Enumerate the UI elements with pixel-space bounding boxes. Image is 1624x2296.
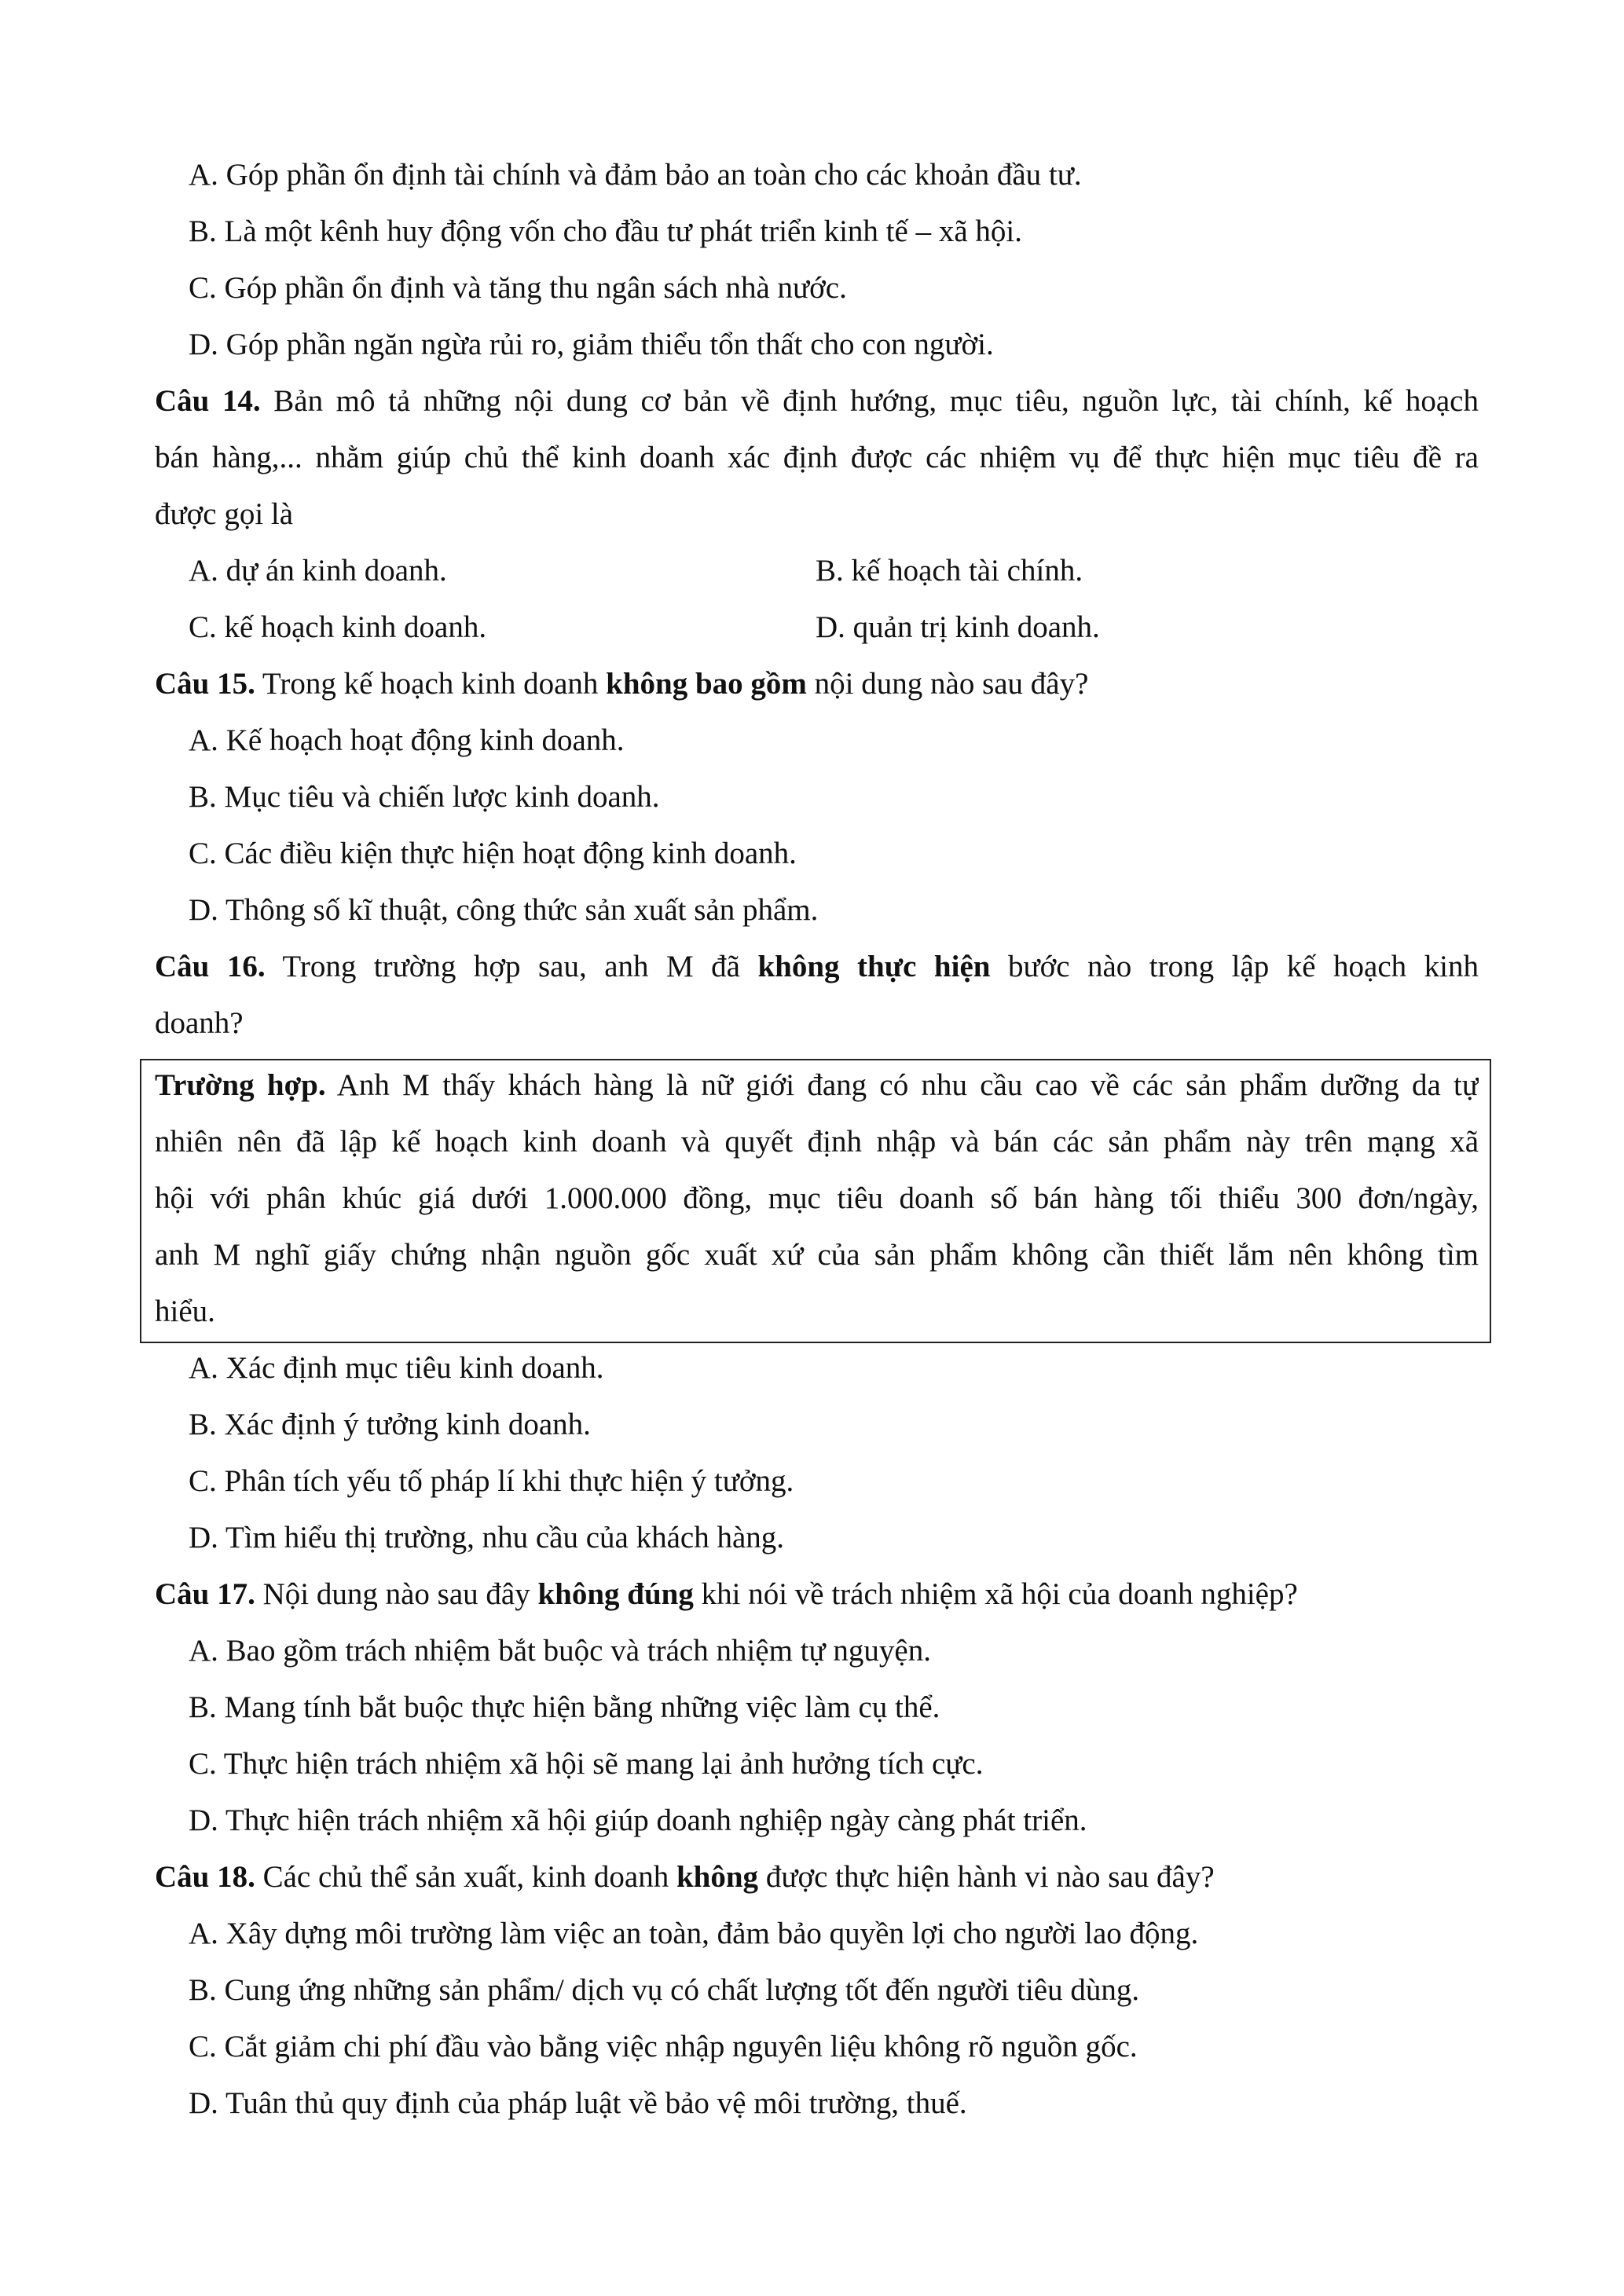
q17-stem xyxy=(155,1566,1479,1623)
q18-number: Câu 18. xyxy=(155,1860,255,1894)
case-line5: hiểu. xyxy=(155,1294,215,1328)
q18-option-d: D. Tuân thủ quy định của pháp luật về bảo vệ môi trường, thuế. xyxy=(189,2086,967,2120)
q15-option-d: D. Thông số kĩ thuật, công thức sản xuất sản phẩm. xyxy=(189,893,819,927)
q17-option-d: D. Thực hiện trách nhiệm xã hội giúp doanh nghiệp ngày càng phát triển. xyxy=(189,1803,1087,1837)
q18-emphasis: không xyxy=(676,1860,759,1894)
q13-option-c: C. Góp phần ổn định và tăng thu ngân sách nhà nước. xyxy=(189,271,847,305)
q13-option-b: B. Là một kênh huy động vốn cho đầu tư phát triển kinh tế – xã hội. xyxy=(189,214,1022,248)
q14-option-c: C. kế hoạch kinh doanh. xyxy=(189,610,487,644)
q18-option-a: A. Xây dựng môi trường làm việc an toàn, đảm bảo quyền lợi cho người lao động. xyxy=(189,1917,1199,1950)
q14-text1: Bản mô tả những nội dung cơ bản về định hướng, mục tiêu, nguồn lực, tài chính, kế hoạch xyxy=(260,384,1479,418)
q14-number: Câu 14. xyxy=(155,384,261,418)
q16-pre: Trong trường hợp sau, anh M đã xyxy=(265,950,758,983)
q16-option-c: C. Phân tích yếu tố pháp lí khi thực hiện ý tưởng. xyxy=(189,1464,794,1498)
q15-post: nội dung nào sau đây? xyxy=(806,667,1089,701)
q15-number: Câu 15. xyxy=(155,667,255,701)
case-text1: Anh M thấy khách hàng là nữ giới đang có nhu cầu cao về các sản phẩm dưỡng da tự xyxy=(325,1068,1479,1102)
q18-post: được thực hiện hành vi nào sau đây? xyxy=(758,1860,1215,1894)
case-line2: nhiên nên đã lập kế hoạch kinh doanh và quyết định nhập và bán các sản phẩm này trên mạng xã xyxy=(155,1125,1479,1159)
q15-option-b: B. Mục tiêu và chiến lược kinh doanh. xyxy=(189,780,660,814)
q16-option-b: B. Xác định ý tưởng kinh doanh. xyxy=(189,1408,591,1441)
case-line3: hội với phân khúc giá dưới 1.000.000 đồng, mục tiêu doanh số bán hàng tối thiểu 300 đơn/ngày, xyxy=(155,1181,1479,1215)
q15-emphasis: không bao gồm xyxy=(606,667,807,701)
q14-option-d: D. quản trị kinh doanh. xyxy=(816,610,1100,644)
q18-option-c: C. Cắt giảm chi phí đầu vào bằng việc nhập nguyên liệu không rõ nguồn gốc. xyxy=(189,2030,1138,2063)
case-line4: anh M nghĩ giấy chứng nhận nguồn gốc xuất xứ của sản phẩm không cần thiết lắm nên không tìm xyxy=(155,1238,1479,1272)
q18-option-b: B. Cung ứng những sản phẩm/ dịch vụ có chất lượng tốt đến người tiêu dùng. xyxy=(189,1973,1140,2007)
q17-pre: Nội dung nào sau đây xyxy=(255,1577,538,1611)
q16-stem-line2: doanh? xyxy=(155,1006,244,1040)
q15-option-c: C. Các điều kiện thực hiện hoạt động kinh doanh. xyxy=(189,837,797,870)
q18-pre: Các chủ thể sản xuất, kinh doanh xyxy=(255,1860,676,1894)
q15-option-a: A. Kế hoạch hoạt động kinh doanh. xyxy=(189,723,625,757)
q16-number: Câu 16. xyxy=(155,950,266,983)
q16-stem-line1 xyxy=(155,939,1479,995)
q18-stem xyxy=(155,1849,1479,1906)
q17-post: khi nói về trách nhiệm xã hội của doanh nghiệp? xyxy=(693,1577,1298,1611)
case-label: Trường hợp. xyxy=(155,1068,326,1102)
q14-option-b: B. kế hoạch tài chính. xyxy=(816,554,1083,588)
q16-option-d: D. Tìm hiểu thị trường, nhu cầu của khách hàng. xyxy=(189,1521,785,1554)
case-line1 xyxy=(155,1057,1479,1114)
q16-emphasis: không thực hiện xyxy=(757,950,991,983)
q13-option-d: D. Góp phần ngăn ngừa rủi ro, giảm thiểu tổn thất cho con người. xyxy=(189,328,994,361)
q17-option-c: C. Thực hiện trách nhiệm xã hội sẽ mang lại ảnh hưởng tích cực. xyxy=(189,1747,984,1781)
q15-stem xyxy=(155,656,1479,712)
q14-stem-line3: được gọi là xyxy=(155,497,294,531)
q15-pre: Trong kế hoạch kinh doanh xyxy=(255,667,607,701)
q14-stem-line2: bán hàng,... nhằm giúp chủ thể kinh doanh xác định được các nhiệm vụ để thực hiện mục tiêu đề ra xyxy=(155,441,1479,474)
q17-number: Câu 17. xyxy=(155,1577,255,1611)
q17-option-b: B. Mang tính bắt buộc thực hiện bằng những việc làm cụ thể. xyxy=(189,1690,940,1724)
q16-option-a: A. Xác định mục tiêu kinh doanh. xyxy=(189,1351,604,1385)
q17-emphasis: không đúng xyxy=(537,1577,694,1611)
q14-stem-line1 xyxy=(155,373,1479,430)
q13-option-a: A. Góp phần ổn định tài chính và đảm bảo an toàn cho các khoản đầu tư. xyxy=(189,158,1082,192)
q17-option-a: A. Bao gồm trách nhiệm bắt buộc và trách nhiệm tự nguyện. xyxy=(189,1634,931,1668)
q16-post: bước nào trong lập kế hoạch kinh xyxy=(990,950,1479,983)
q14-option-a: A. dự án kinh doanh. xyxy=(189,554,447,588)
